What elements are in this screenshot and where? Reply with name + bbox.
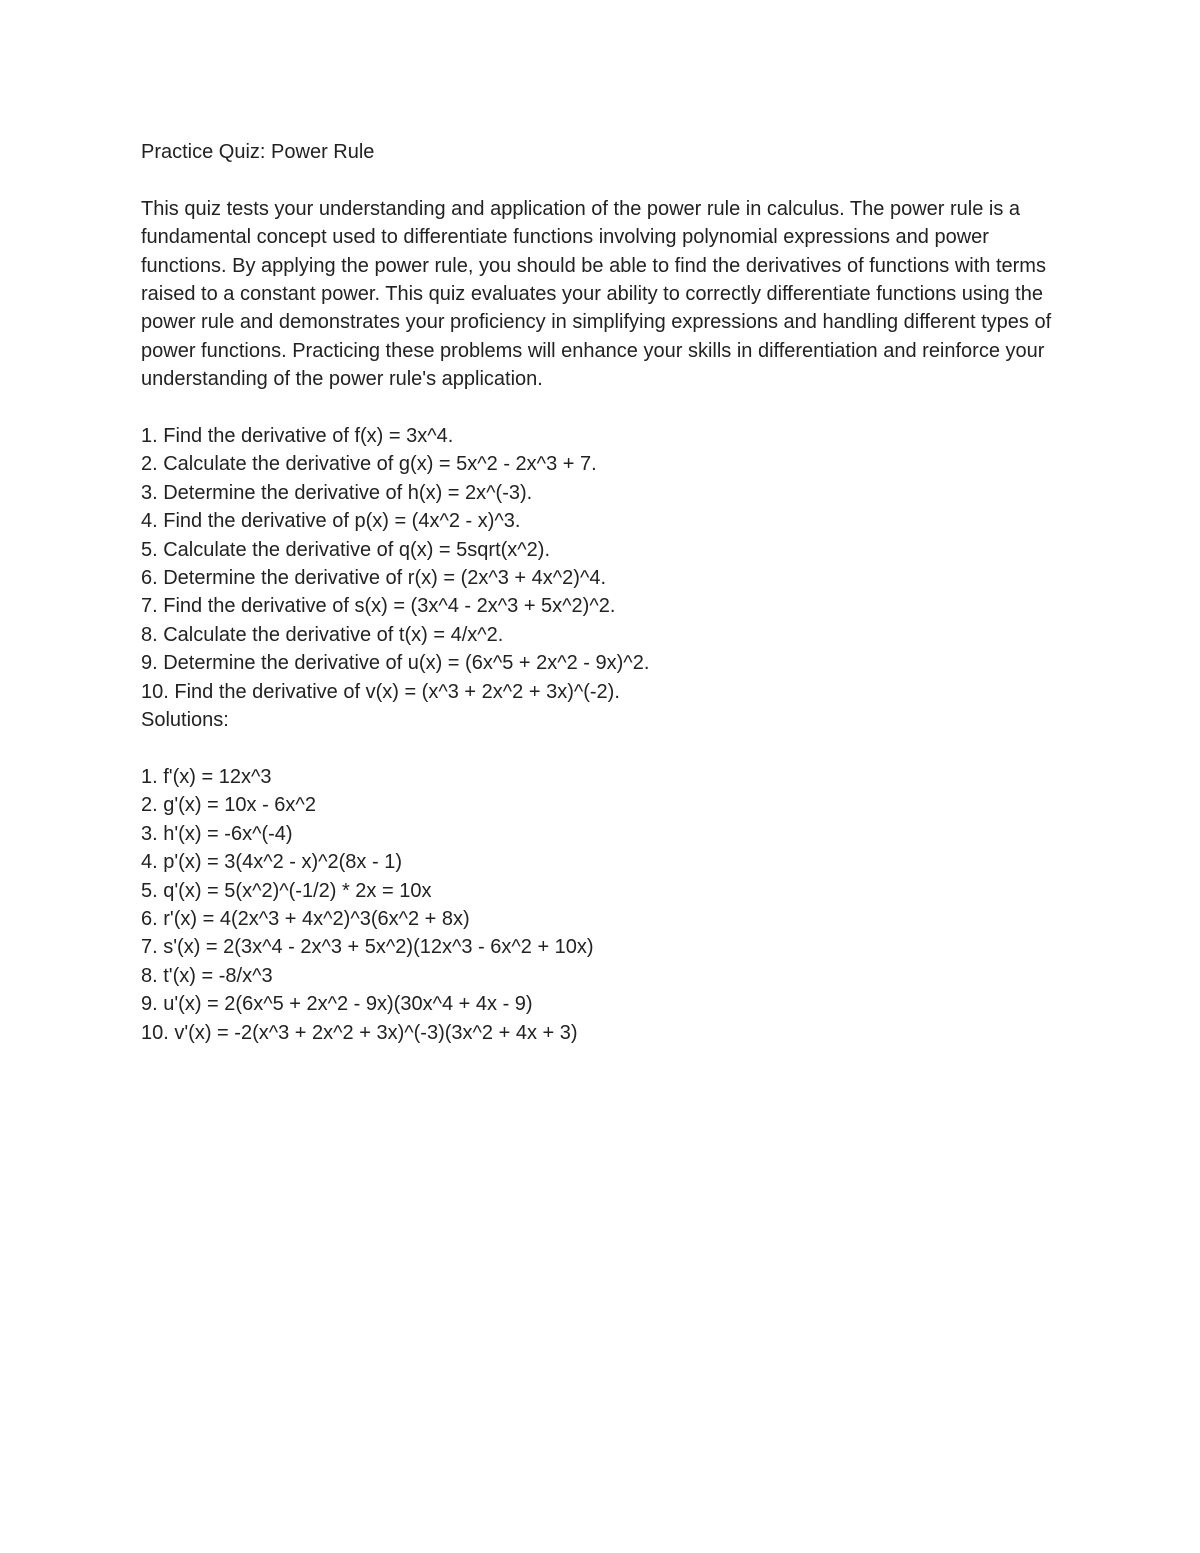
solution-item: 8. t'(x) = -8/x^3 [141,964,273,987]
blank-line [141,166,1061,194]
solution-item: 5. q'(x) = 5(x^2)^(-1/2) * 2x = 10x [141,879,432,902]
solution-item: 7. s'(x) = 2(3x^4 - 2x^3 + 5x^2)(12x^3 - 6x^2 + 10x) [141,936,594,959]
solutions-heading: Solutions: [141,709,229,732]
question-item: 10. Find the derivative of v(x) = (x^3 + 2x^2 + 3x)^(-2). [141,680,620,703]
solution-item: 6. r'(x) = 4(2x^3 + 4x^2)^3(6x^2 + 8x) [141,907,470,930]
question-item: 2. Calculate the derivative of g(x) = 5x^2 - 2x^3 + 7. [141,453,597,476]
solution-item: 1. f'(x) = 12x^3 [141,765,272,788]
document-title: Practice Quiz: Power Rule [141,141,375,163]
question-item: 1. Find the derivative of f(x) = 3x^4. [141,425,454,448]
question-item: 5. Calculate the derivative of q(x) = 5sqrt(x^2). [141,538,551,561]
solution-list [141,763,1061,1047]
question-item: 6. Determine the derivative of r(x) = (2x^3 + 4x^2)^4. [141,567,607,590]
solution-item: 3. h'(x) = -6x^(-4) [141,822,293,845]
question-item: 3. Determine the derivative of h(x) = 2x^(-3). [141,481,533,504]
blank-line [141,735,1061,763]
question-list [141,422,1061,706]
solution-item: 10. v'(x) = -2(x^3 + 2x^2 + 3x)^(-3)(3x^2 + 4x + 3) [141,1021,578,1044]
document-page [141,138,1061,1047]
question-item: 9. Determine the derivative of u(x) = (6x^5 + 2x^2 - 9x)^2. [141,652,650,675]
question-item: 4. Find the derivative of p(x) = (4x^2 - x)^3. [141,510,521,533]
intro-paragraph: This quiz tests your understanding and application of the power rule in calculus. The power rule is a fundamental concept used to differentiate functions involving polynomial expressions and power functions. By applying the power rule, you should be able to find the derivatives of functions with terms raised to a constant power. This quiz evaluates your ability to correctly differentiate functions using the power rule and demonstrates your proficiency in simplifying expressions and handling different types of power functions. Practicing these problems will enhance your skills in differentiation and reinforce your understanding of the power rule's application. [141,197,1052,391]
question-item: 7. Find the derivative of s(x) = (3x^4 - 2x^3 + 5x^2)^2. [141,595,616,618]
solution-item: 2. g'(x) = 10x - 6x^2 [141,794,316,817]
question-item: 8. Calculate the derivative of t(x) = 4/x^2. [141,623,504,646]
solution-item: 9. u'(x) = 2(6x^5 + 2x^2 - 9x)(30x^4 + 4x - 9) [141,993,533,1016]
solution-item: 4. p'(x) = 3(4x^2 - x)^2(8x - 1) [141,851,402,874]
blank-line [141,394,1061,422]
